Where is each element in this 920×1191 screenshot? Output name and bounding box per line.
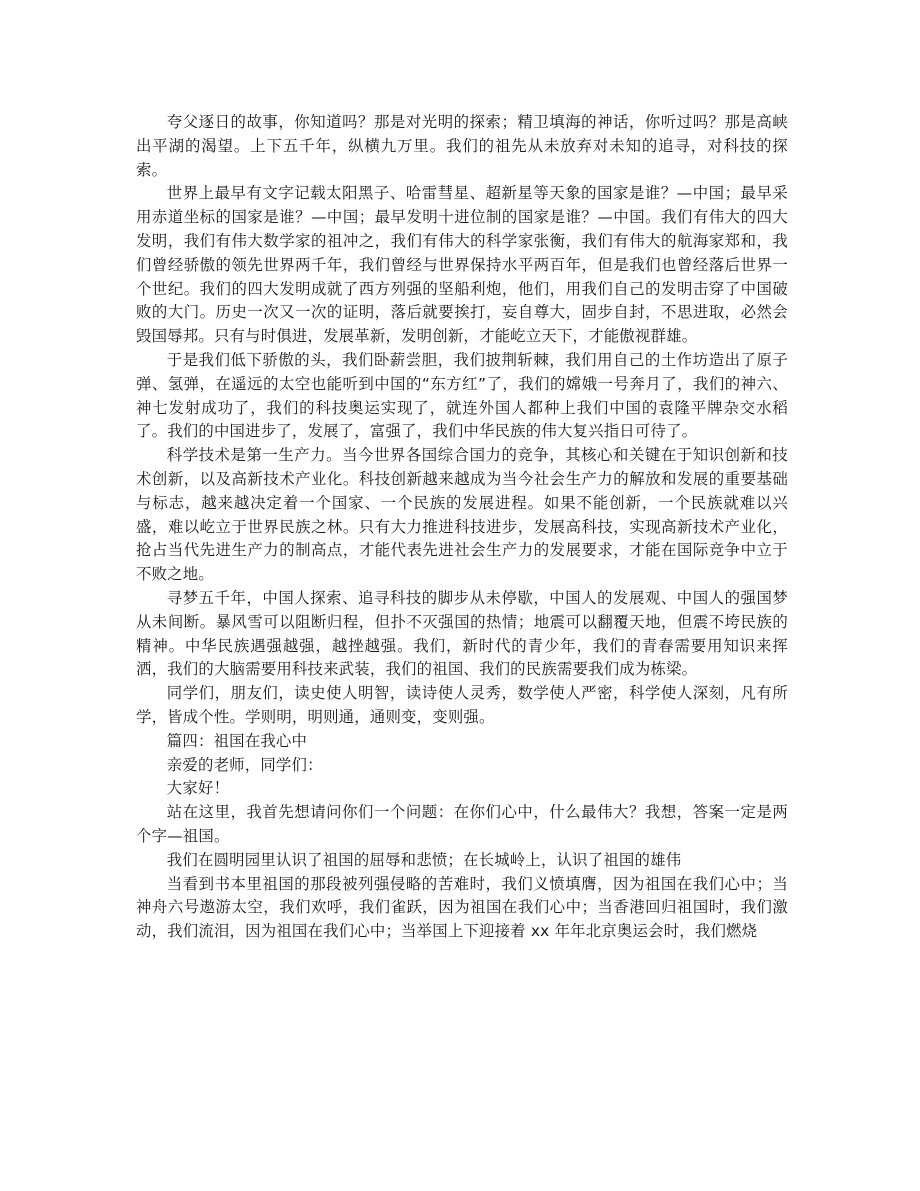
paragraph-earliest-records: 世界上最早有文字记载太阳黑子、哈雷彗星、超新星等天象的国家是谁？—中国；最早采用赤道坐标的国家是谁？—中国；最早发明十进位制的国家是谁？—中国。我们有伟大的四大发明，我们有伟大数学家的祖冲之，我们有伟大的科学家张衡，我们有伟大的航海家郑和，我们曾经骄傲的领先世界两千年，我们曾经与世界保持水平两百年，但是我们也曾经落后世界一个世纪。我们的四大发明成就了西方列强的坚船利炮，他们，用我们自己的发明击穿了中国破败的大门。历史一次又一次的证明，落后就要挨打，妄自尊大，固步自封，不思进取，必然会毁国辱邦。只有与时俱进，发展革新，发明创新，才能屹立天下，才能傲视群雄。	[136, 184, 788, 346]
paragraph-motherland-in-heart: 当看到书本里祖国的那段被列强侵略的苦难时，我们义愤填膺，因为祖国在我们心中；当神舟六号遨游太空，我们欢呼，我们雀跃，因为祖国在我们心中；当香港回归祖国时，我们激动，我们流泪，因为祖国在我们心中；当举国上下迎接着 xx 年年北京奥运会时，我们燃烧	[136, 874, 788, 941]
paragraph-science-productivity: 科学技术是第一生产力。当今世界各国综合国力的竞争，其核心和关键在于知识创新和技术创新，以及高新技术产业化。科技创新越来越成为当今社会生产力的解放和发展的重要基础与标志，越来越决定着一个国家、一个民族的发展进程。如果不能创新，一个民族就难以兴盛，难以屹立于世界民族之林。只有大力推进科技进步，发展高科技，实现高新技术产业化，抢占当代先进生产力的制高点，才能代表先进社会生产力的发展要求，才能在国际竞争中立于不败之地。	[136, 446, 788, 584]
paragraph-classmates: 同学们，朋友们，读史使人明智，读诗使人灵秀，数学使人严密，科学使人深刻，凡有所学，皆成个性。学则明，明则通，通则变，变则强。	[136, 684, 788, 726]
greeting: 大家好！	[166, 779, 230, 798]
section-heading: 篇四：祖国在我心中	[166, 731, 308, 750]
paragraph-kuafu: 夸父逐日的故事，你知道吗？那是对光明的探索；精卫填海的神话，你听过吗？那是高峡出平湖的渴望。上下五千年，纵横九万里。我们的祖先从未放弃对未知的追寻，对科技的探索。	[136, 113, 788, 179]
paragraph-dream: 寻梦五千年，中国人探索、追寻科技的脚步从未停歇，中国人的发展观、中国人的强国梦从未间断。暴风雪可以阻断归程，但扑不灭强国的热情；地震可以翻覆天地，但震不垮民族的精神。中华民族遇强越强，越挫越强。我们，新时代的青少年，我们的青春需要用知识来挥洒，我们的大脑需要用科技来武装，我们的祖国、我们的民族需要我们成为栋梁。	[136, 588, 788, 679]
document-page	[136, 111, 788, 944]
paragraph-question: 站在这里，我首先想请问你们一个问题：在你们心中，什么最伟大？我想，答案一定是两个字—祖国。	[136, 803, 788, 845]
paragraph-yuanmingyuan: 我们在圆明园里认识了祖国的屈辱和悲愤；在长城岭上，认识了祖国的雄伟	[166, 850, 682, 869]
paragraph-achievements: 于是我们低下骄傲的头，我们卧薪尝胆，我们披荆斩棘，我们用自己的土作坊造出了原子弹、氢弹，在遥远的太空也能听到中国的“东方红”了，我们的嫦娥一号奔月了，我们的神六、神七发射成功了，我们的科技奥运实现了，就连外国人都种上我们中国的袁隆平牌杂交水稻了。我们的中国进步了，发展了，富强了，我们中华民族的伟大复兴指日可待了。	[136, 350, 788, 441]
salutation: 亲爱的老师，同学们：	[166, 755, 323, 774]
